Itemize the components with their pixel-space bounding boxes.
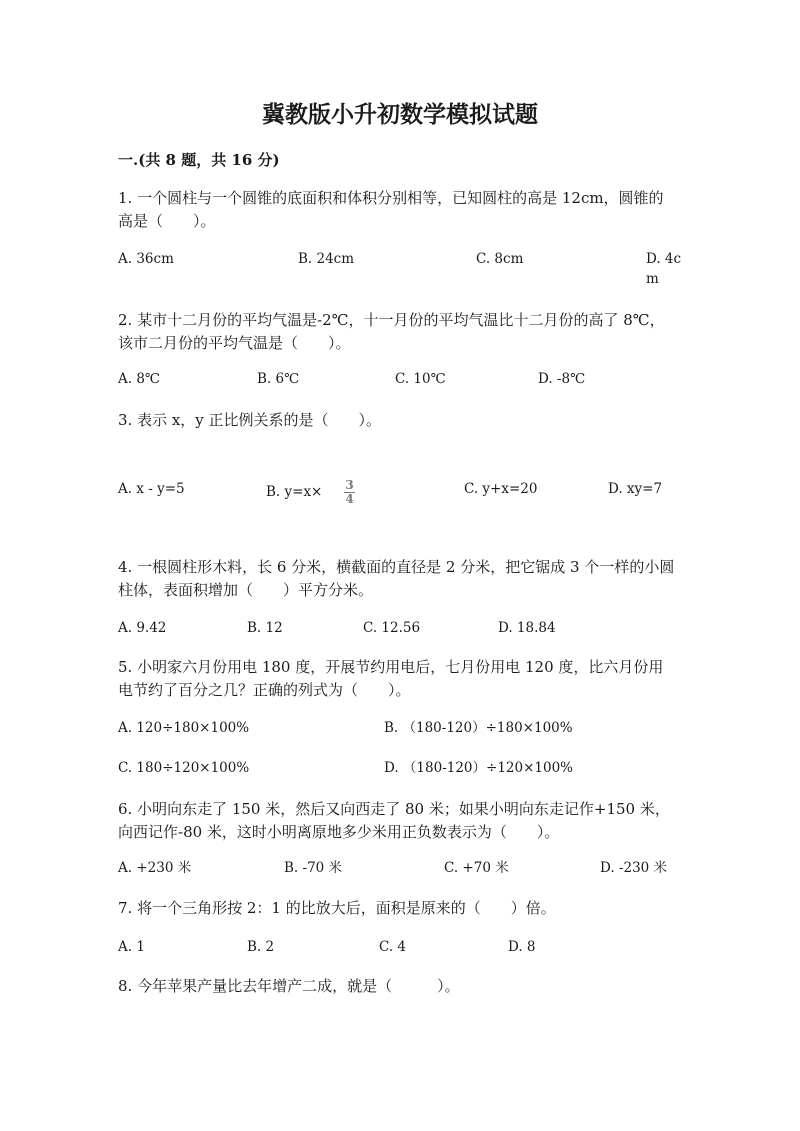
q4-option-d[interactable]: D. 18.84	[498, 620, 556, 636]
question-1-text: 1. 一个圆柱与一个圆锥的底面积和体积分别相等，已知圆柱的高是 12cm，圆锥的高是（ ）。	[118, 189, 664, 230]
fraction-numerator: 3	[345, 478, 354, 492]
q3-option-a[interactable]: A. x - y=5	[118, 481, 185, 497]
q7-option-c[interactable]: C. 4	[379, 939, 407, 955]
q2-option-d[interactable]: D. -8℃	[538, 371, 586, 387]
question-5-text: 5. 小明家六月份用电 180 度，开展节约用电后，七月份用电 120 度，比六月份用电节约了百分之几？正确的列式为（ ）。	[118, 658, 664, 699]
fraction-three-quarters	[344, 479, 354, 506]
page-title: 冀教版小升初数学模拟试题	[262, 101, 538, 128]
q1-option-c[interactable]: C. 8cm	[476, 251, 524, 267]
question-3-text: 3. 表示 x，y 正比例关系的是（ ）。	[118, 411, 382, 429]
q1-option-a[interactable]: A. 36cm	[118, 251, 174, 267]
q3-option-b-label: B. y=x×	[266, 484, 323, 500]
q6-option-b[interactable]: B. -70 米	[284, 860, 343, 876]
q2-option-b[interactable]: B. 6℃	[257, 371, 300, 387]
fraction-denominator: 4	[345, 492, 354, 506]
q2-option-a[interactable]: A. 8℃	[118, 371, 161, 387]
q5-option-a[interactable]: A. 120÷180×100%	[118, 720, 250, 736]
q5-option-c[interactable]: C. 180÷120×100%	[118, 760, 250, 776]
q1-option-d[interactable]: D. 4cm	[646, 251, 682, 287]
q3-option-c[interactable]: C. y+x=20	[464, 481, 538, 497]
q4-option-b[interactable]: B. 12	[247, 620, 283, 636]
q4-option-a[interactable]: A. 9.42	[118, 620, 167, 636]
q2-option-c[interactable]: C. 10℃	[395, 371, 446, 387]
q7-option-a[interactable]: A. 1	[118, 939, 145, 955]
q5-option-d[interactable]: D. （180-120）÷120×100%	[384, 760, 574, 776]
q6-option-a[interactable]: A. +230 米	[118, 860, 192, 876]
q4-option-c[interactable]: C. 12.56	[363, 620, 421, 636]
question-2-text: 2. 某市十二月份的平均气温是-2℃，十一月份的平均气温比十二月份的高了 8℃，该市二月份的平均气温是（ ）。	[118, 311, 665, 352]
q7-option-b[interactable]: B. 2	[247, 939, 275, 955]
question-4-text: 4. 一根圆柱形木料，长 6 分米，横截面的直径是 2 分米，把它锯成 3 个一样的小圆柱体，表面积增加（ ）平方分米。	[118, 558, 675, 599]
q5-option-b[interactable]: B. （180-120）÷180×100%	[384, 720, 573, 736]
q1-option-b[interactable]: B. 24cm	[298, 251, 355, 267]
question-6-text: 6. 小明向东走了 150 米，然后又向西走了 80 米；如果小明向东走记作+150 米，向西记作-80 米，这时小明离原地多少米用正负数表示为（ ）。	[118, 800, 670, 841]
q6-option-c[interactable]: C. +70 米	[444, 860, 509, 876]
question-8-text: 8. 今年苹果产量比去年增产二成，就是（ ）。	[118, 977, 460, 995]
q7-option-d[interactable]: D. 8	[508, 939, 536, 955]
question-7-text: 7. 将一个三角形按 2：1 的比放大后，面积是原来的（ ）倍。	[118, 899, 556, 917]
q3-option-d[interactable]: D. xy=7	[608, 481, 663, 497]
q6-option-d[interactable]: D. -230 米	[600, 860, 668, 876]
q3-option-b[interactable]	[266, 479, 355, 506]
section-heading: 一.(共 8 题，共 16 分)	[118, 151, 280, 169]
